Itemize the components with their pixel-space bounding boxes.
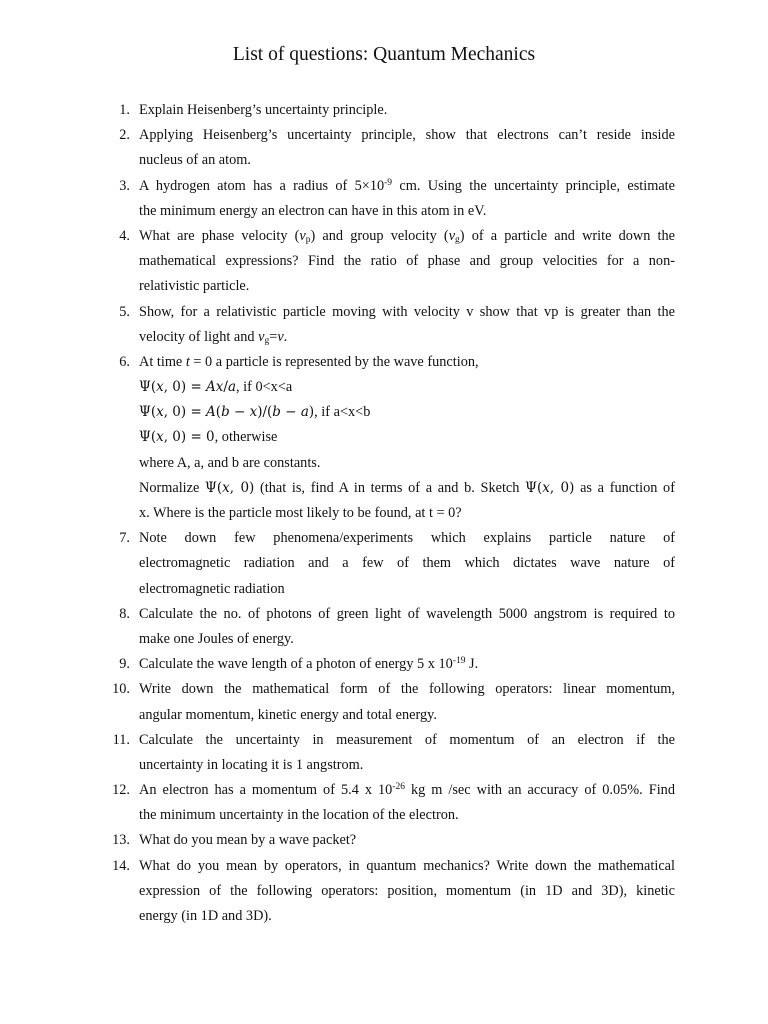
question-text-line: Normalize Ψ(𝑥, 0) (that is, find A in terms of a and b. Sketch Ψ(𝑥, 0) as a function of bbox=[139, 479, 675, 496]
question-number: 6. bbox=[119, 353, 130, 370]
question-text-line: An electron has a momentum of 5.4 x $10^{-26}$ kg m /sec with an accuracy of 0.05%. Find bbox=[139, 782, 675, 799]
question-text-line: uncertainty in locating it is 1 angstrom. bbox=[139, 756, 364, 773]
question-text-line: angular momentum, kinetic energy and total energy. bbox=[139, 706, 437, 723]
question-9 bbox=[0, 652, 768, 677]
question-list bbox=[0, 98, 768, 929]
question-number: 2. bbox=[119, 127, 130, 144]
question-13 bbox=[0, 828, 768, 853]
question-number: 8. bbox=[119, 605, 130, 622]
question-text-line: Calculate the no. of photons of green light of wavelength 5000 angstrom is required to bbox=[139, 605, 675, 622]
question-text-line: What do you mean by a wave packet? bbox=[139, 832, 357, 849]
question-number: 5. bbox=[119, 303, 130, 320]
question-text-line: make one Joules of energy. bbox=[139, 630, 294, 647]
question-text-line: Applying Heisenberg’s uncertainty principle, show that electrons can’t reside inside bbox=[139, 127, 675, 144]
question-text-line: Write down the mathematical form of the following operators: linear momentum, bbox=[139, 681, 675, 698]
question-number: 1. bbox=[119, 102, 130, 118]
page-title: List of questions: Quantum Mechanics bbox=[232, 44, 536, 65]
question-text-line: velocity of light and $v_g=v$. bbox=[139, 328, 288, 346]
question-1 bbox=[0, 98, 768, 123]
wave-function-equation: Ψ(𝑥, 0) = 0, otherwise bbox=[139, 429, 278, 446]
question-text-line: At time t = 0 a particle is represented by the wave function, bbox=[139, 353, 479, 370]
question-4 bbox=[0, 224, 768, 300]
question-text-line: electromagnetic radiation and a few of them which dictates wave nature of bbox=[139, 555, 675, 572]
question-3 bbox=[0, 174, 768, 224]
question-text-line: Calculate the uncertainty in measurement of momentum of an electron if the bbox=[139, 731, 675, 748]
question-number: 9. bbox=[119, 656, 130, 673]
question-text-line: Note down few phenomena/experiments which explains particle nature of bbox=[139, 530, 675, 547]
wave-function-equation: Ψ(𝑥, 0) = 𝐴𝑥/𝑎, if 0<x<a bbox=[139, 379, 293, 396]
question-6 bbox=[0, 350, 768, 526]
question-8 bbox=[0, 602, 768, 652]
question-text-line: A hydrogen atom has a radius of $5\times 10^{-9}$ cm. Using the uncertainty principle, estimate bbox=[139, 177, 675, 194]
question-text-line: x. Where is the particle most likely to be found, at t = 0? bbox=[139, 505, 462, 521]
question-11 bbox=[0, 728, 768, 778]
question-text-line: Show, for a relativistic particle moving with velocity v show that vp is greater than the bbox=[139, 303, 675, 320]
question-text-line: nucleus of an atom. bbox=[139, 152, 251, 169]
question-text-line: relativistic particle. bbox=[139, 278, 250, 295]
question-number: 3. bbox=[119, 177, 130, 194]
question-number: 10. bbox=[112, 681, 130, 698]
question-14 bbox=[0, 854, 768, 930]
question-text-line: energy (in 1D and 3D). bbox=[139, 908, 272, 924]
question-text-line: What are phase velocity $(v_p)$ and group velocity $(v_g)$ of a particle and write down the bbox=[139, 227, 675, 245]
question-12 bbox=[0, 778, 768, 828]
question-text-line: where A, a, and b are constants. bbox=[139, 454, 321, 471]
question-text-line: Calculate the wave length of a photon of energy 5 x $10^{-19}$ J. bbox=[139, 656, 479, 673]
question-text-line: electromagnetic radiation bbox=[139, 580, 285, 597]
question-text-line: Explain Heisenberg’s uncertainty principle. bbox=[139, 102, 388, 118]
question-number: 4. bbox=[119, 227, 130, 244]
question-text-line: expression of the following operators: position, momentum (in 1D and 3D), kinetic bbox=[139, 882, 675, 899]
question-5 bbox=[0, 300, 768, 350]
question-10 bbox=[0, 677, 768, 727]
question-7 bbox=[0, 526, 768, 602]
question-text-line: mathematical expressions? Find the ratio of phase and group velocities for a non- bbox=[139, 253, 675, 270]
question-text-line: the minimum uncertainty in the location of the electron. bbox=[139, 807, 459, 824]
question-number: 14. bbox=[112, 857, 130, 874]
question-2 bbox=[0, 123, 768, 173]
question-text-line: What do you mean by operators, in quantum mechanics? Write down the mathematical bbox=[139, 857, 675, 874]
question-number: 13. bbox=[112, 832, 130, 849]
wave-function-equation: Ψ(𝑥, 0) = 𝐴(𝑏 − 𝑥)/(𝑏 − 𝑎), if a<x<b bbox=[139, 404, 371, 421]
question-text-line: the minimum energy an electron can have in this atom in eV. bbox=[139, 202, 487, 219]
question-number: 12. bbox=[112, 782, 130, 799]
question-number: 11. bbox=[112, 731, 130, 748]
question-number: 7. bbox=[119, 530, 130, 547]
